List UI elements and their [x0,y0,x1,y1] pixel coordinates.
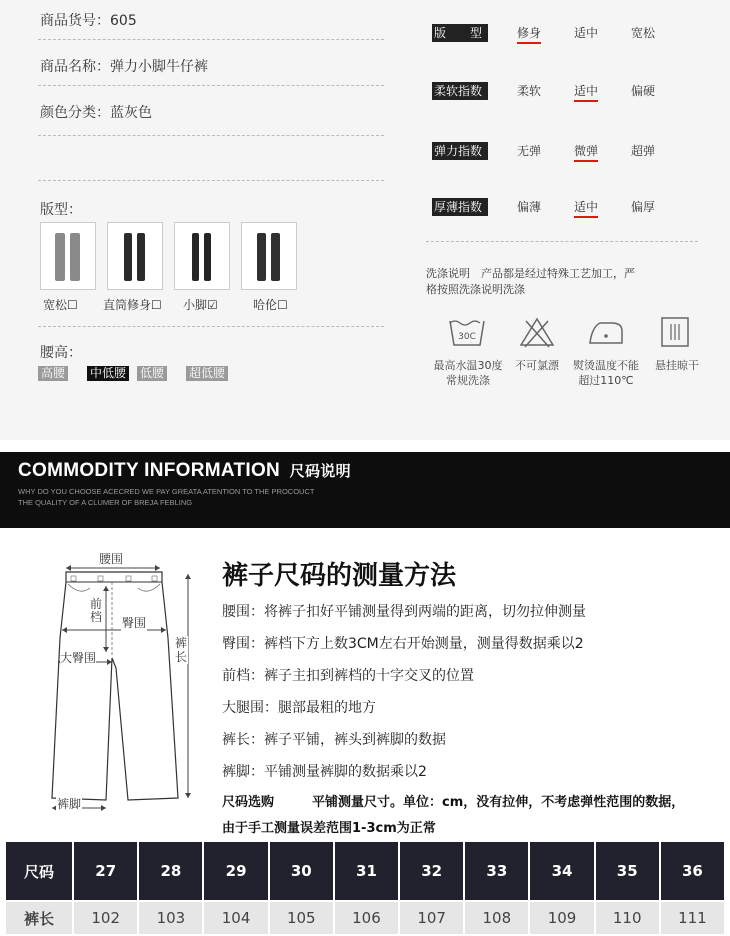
table-cell: 102 [73,901,138,935]
name-label: 商品名称： [40,59,110,75]
care-label-no-bleach: 不可氯漂 [515,359,559,372]
table-cell: 107 [399,901,464,935]
table-cell: 111 [660,901,725,935]
divider [38,326,384,327]
rating-softness-option: 偏硬 [631,84,656,98]
color-label: 颜色分类： [40,105,110,121]
diagram-label-thigh: 大臀围 [60,651,97,665]
hang-dry-icon [655,315,695,349]
measure-line-front-rise: 前档：裤子主扣到裤档的十字交叉的位置 [222,668,474,684]
wash-icon [447,315,487,349]
rating-elasticity-option: 无弹 [517,144,542,158]
rating-label-elasticity: 弹力指数 [432,142,488,160]
rating-fit-option: 适中 [574,26,599,40]
style-thumb-loose [40,222,96,290]
color-value: 蓝灰色 [110,105,152,121]
commodity-info-banner [0,452,730,528]
care-intro [426,266,716,298]
sku-value: 605 [110,13,137,29]
table-header-cell: 30 [269,841,334,901]
measure-note-line: 由于手工测量误差范围1-3cm为正常 [222,821,436,836]
divider [38,180,384,181]
name-row [40,56,208,76]
no-bleach-icon [517,315,557,349]
table-header-cell: 34 [529,841,594,901]
care-label-wash: 最高水温30度 常规洗涤 [433,359,503,387]
rating-fit-option: 宽松 [631,26,656,40]
size-table-header [5,841,725,901]
style-option-skinny: 小脚☑ [183,298,218,312]
waist-option-mid-low: 中低腰 [87,366,129,381]
care-label-hang-dry: 悬挂晾干 [655,359,699,372]
rating-label-softness: 柔软指数 [432,82,488,100]
pants-measurement-diagram [40,548,200,820]
table-header-cell: 尺码 [5,841,73,901]
measure-line-leg-opening: 裤脚：平铺测量裤脚的数据乘以2 [222,764,427,780]
table-header-cell: 29 [203,841,268,901]
name-value: 弹力小脚牛仔裤 [110,59,208,75]
diagram-label-front-rise: 前档 [90,597,103,624]
waist-option-high: 高腰 [38,366,68,381]
rating-elasticity-option: 微弹 [574,142,598,162]
waist-label: 腰高： [40,345,82,361]
diagram-label-hip: 臀围 [122,616,147,630]
care-label-iron: 熨烫温度不能 超过110℃ [573,359,639,387]
color-row [40,102,152,122]
table-cell: 104 [203,901,268,935]
style-option-loose: 宽松☐ [43,298,78,312]
rating-elasticity-option: 超弹 [631,144,656,158]
table-cell: 110 [595,901,660,935]
measure-title: 裤子尺码的测量方法 [222,561,457,591]
table-header-cell: 28 [138,841,203,901]
table-cell: 109 [529,901,594,935]
rating-label-thickness: 厚薄指数 [432,198,488,216]
rating-thickness-option: 偏薄 [517,200,542,214]
banner-title: COMMODITY INFORMATION 尺码说明 [18,460,351,481]
pants-icon [124,233,132,281]
divider [38,135,384,136]
rating-fit-option: 修身 [517,24,541,44]
pants-icon [55,233,65,281]
table-header-cell: 35 [595,841,660,901]
divider [38,85,384,86]
measure-line-hip: 臀围：裤档下方上数3CM左右开始测量，测量得数据乘以2 [222,636,584,652]
pants-icon [192,233,199,281]
waist-option-low: 低腰 [137,366,167,381]
size-table [4,840,726,936]
rating-label-fit: 版 型 [432,24,488,42]
style-thumb-harem [241,222,297,290]
style-option-straight: 直筒修身☐ [103,298,162,312]
style-label: 版型： [40,202,82,218]
measure-note-title: 尺码选购 [222,795,275,810]
table-cell: 105 [269,901,334,935]
table-cell: 106 [334,901,399,935]
measure-line-length: 裤长：裤子平铺，裤头到裤脚的数据 [222,732,446,748]
style-option-harem: 哈伦☐ [253,298,288,312]
waist-option-ultra-low: 超低腰 [186,366,228,381]
measure-line-waist: 腰围：将裤子扣好平铺测量得到两端的距离，切勿拉伸测量 [222,604,586,620]
pants-icon [257,233,266,281]
table-cell: 裤长 [5,901,73,935]
table-header-cell: 31 [334,841,399,901]
divider [426,241,698,242]
measure-line-thigh: 大腿围：腿部最粗的地方 [222,700,376,716]
rating-softness-option: 适中 [574,82,598,102]
sku-row [40,10,137,30]
measure-note-line: 平铺测量尺寸。单位：cm，没有拉伸，不考虑弹性范围的数据， [312,795,685,810]
banner-subtitle: WHY DO YOU CHOOSE ACECRED WE PAY GREATA ATENTION TO THE PROCOUCT THE QUALITY OF A CLUMER OF BREJA FEBLING [18,487,315,507]
sku-label: 商品货号： [40,13,110,29]
divider [38,39,384,40]
diagram-label-leg-opening: 裤脚 [57,797,82,811]
rating-thickness-option: 偏厚 [631,200,656,214]
care-intro-line: 格按照洗涤说明洗涤 [426,283,525,296]
rating-thickness-option: 适中 [574,198,598,218]
table-header-cell: 32 [399,841,464,901]
table-header-cell: 33 [464,841,529,901]
diagram-label-length: 裤长 [175,636,188,664]
table-header-cell: 36 [660,841,725,901]
style-thumb-skinny [174,222,230,290]
rating-softness-option: 柔软 [517,84,542,98]
banner-title-cn: 尺码说明 [289,463,351,480]
care-intro-line: 洗涤说明 产品都是经过特殊工艺加工，严 [426,267,635,280]
table-cell: 108 [464,901,529,935]
wash-temp-label: 30C [458,332,476,342]
product-info-section [0,0,730,440]
table-cell: 103 [138,901,203,935]
diagram-label-waist: 腰围 [99,552,124,566]
iron-icon [586,315,626,349]
table-header-cell: 27 [73,841,138,901]
style-thumb-straight [107,222,163,290]
